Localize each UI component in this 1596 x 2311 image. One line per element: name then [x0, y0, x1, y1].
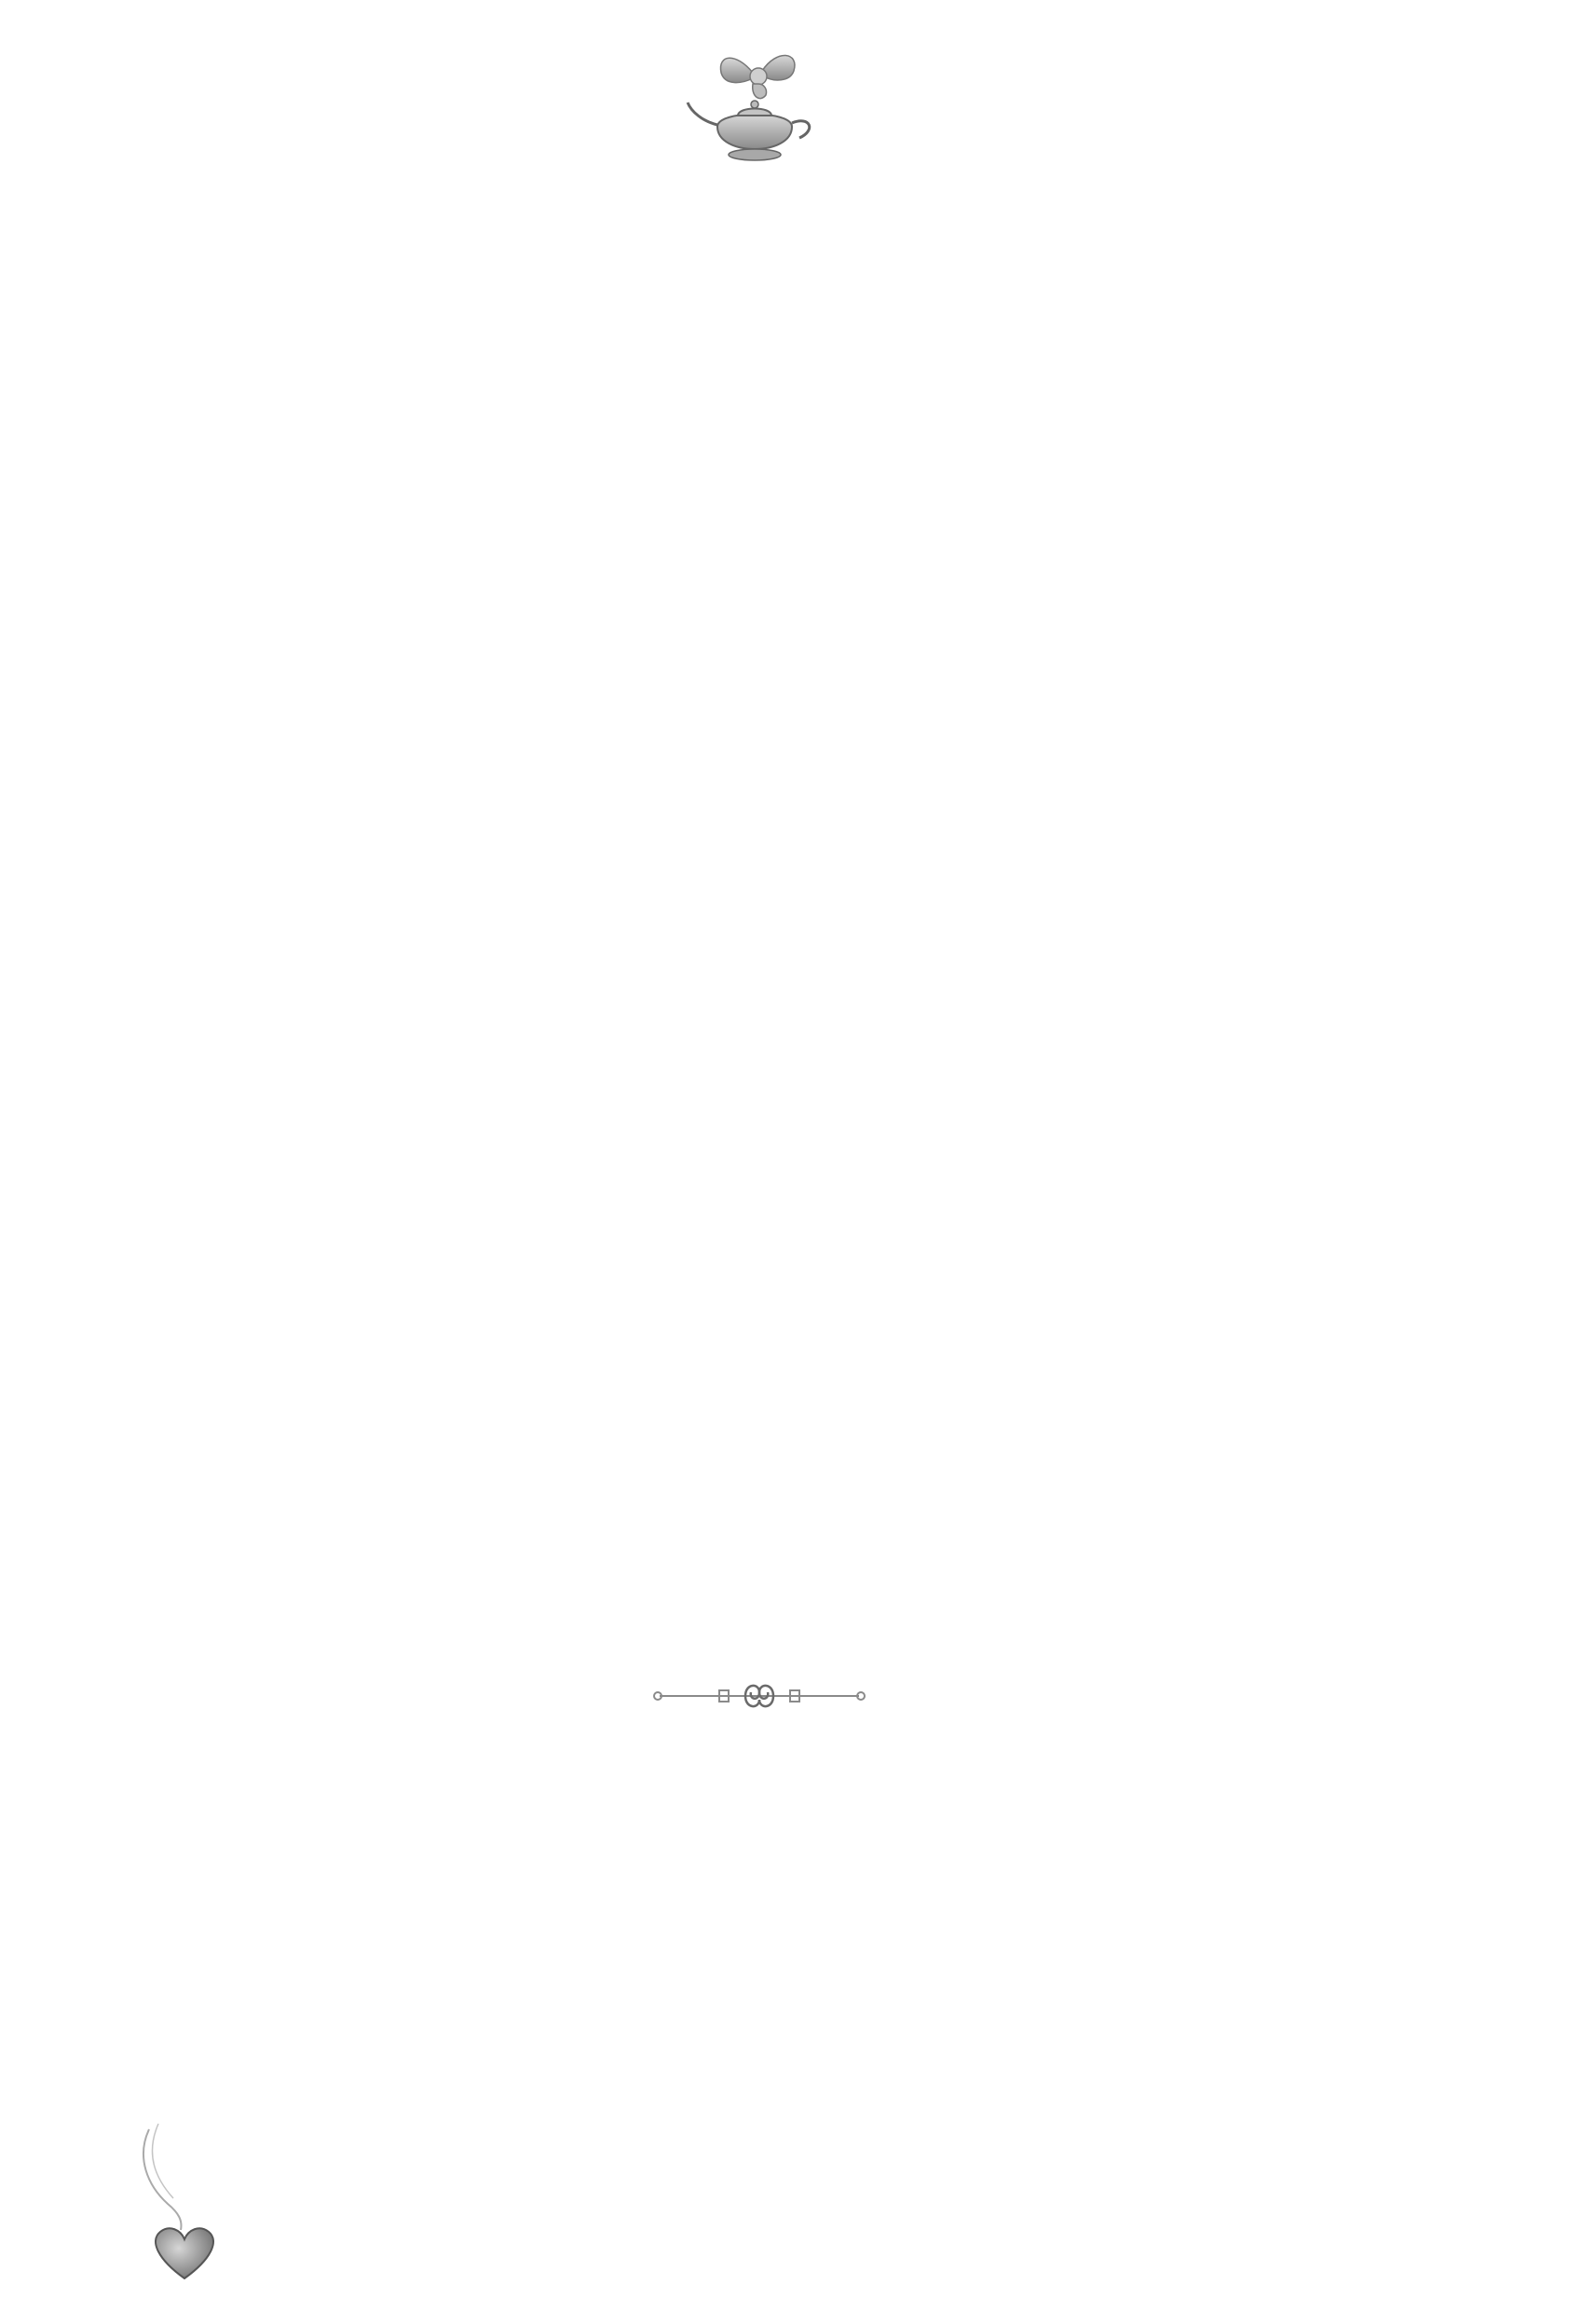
section-2-first-line — [214, 1769, 1332, 1845]
heart-pendant-icon — [130, 2120, 242, 2288]
scroll-divider-icon — [652, 1677, 866, 1715]
body-text-section-2 — [214, 1769, 1332, 1845]
cupid-teapot-ornament-icon — [680, 45, 829, 175]
